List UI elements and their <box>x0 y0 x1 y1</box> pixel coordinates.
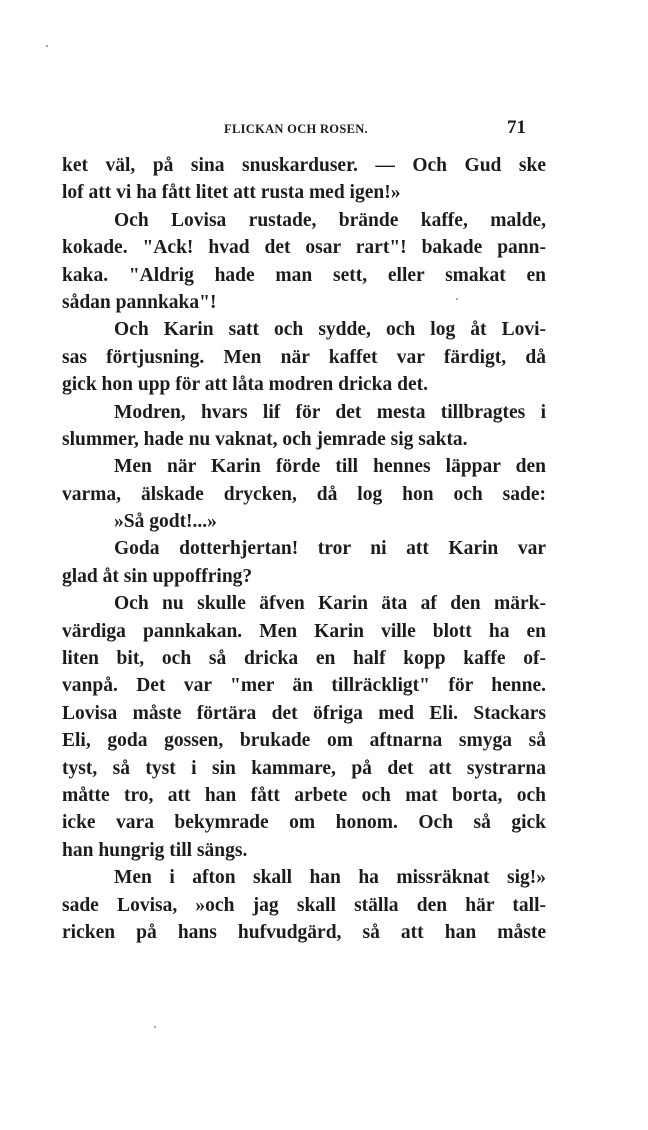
text-line: ricken på hans hufvudgärd, så att han måste <box>62 921 546 943</box>
text-line: vanpå. Det var "mer än tillräckligt" för henne. <box>62 675 546 697</box>
text-line: tyst, så tyst i sin kammare, på det att systrarna <box>62 757 546 779</box>
body-text <box>62 152 546 946</box>
page-number: 71 <box>507 117 526 138</box>
text-line: Och Lovisa rustade, brände kaffe, malde, <box>114 209 546 231</box>
text-line: Lovisa måste förtära det öfriga med Eli. Stackars <box>62 702 546 724</box>
text-line: »Så godt!...» <box>114 511 217 533</box>
text-line: värdiga pannkakan. Men Karin ville blott ha en <box>62 620 546 642</box>
text-line: gick hon upp för att låta modren dricka det. <box>62 374 429 396</box>
text-line: Modren, hvars lif för det mesta tillbragtes i <box>114 401 546 423</box>
text-line: sas förtjusning. Men när kaffet var färdigt, då <box>62 346 546 368</box>
text-line: icke vara bekymrade om honom. Och så gick <box>62 812 546 834</box>
text-line: Men i afton skall han ha missräknat sig!» <box>114 867 546 889</box>
text-line: kokade. "Ack! hvad det osar rart"! bakade pann- <box>62 237 546 259</box>
paper-speck <box>456 298 458 300</box>
page-header <box>62 118 530 142</box>
paper-speck <box>46 45 48 47</box>
text-line: måtte tro, att han fått arbete och mat borta, och <box>62 784 546 806</box>
text-line: slummer, hade nu vaknat, och jemrade sig sakta. <box>62 428 468 450</box>
text-line: Eli, goda gossen, brukade om aftnarna smyga så <box>62 730 546 752</box>
text-line: lof att vi ha fått litet att rusta med igen!» <box>62 182 401 204</box>
text-line: varma, älskade drycken, då log hon och sade: <box>62 483 546 505</box>
text-line: Men när Karin förde till hennes läppar den <box>114 456 546 478</box>
paper-speck <box>154 1026 156 1028</box>
text-line: sade Lovisa, »och jag skall ställa den här tall- <box>62 894 546 916</box>
text-line: ket väl, på sina snuskarduser. — Och Gud ske <box>62 155 546 176</box>
text-line: kaka. "Aldrig hade man sett, eller smakat en <box>62 264 546 286</box>
running-head: FLICKAN OCH ROSEN. <box>224 122 368 136</box>
text-line: Goda dotterhjertan! tror ni att Karin var <box>114 538 546 560</box>
text-line: sådan pannkaka"! <box>62 291 217 313</box>
text-line: Och nu skulle äfven Karin äta af den märk- <box>114 593 546 615</box>
text-line: glad åt sin uppoffring? <box>62 565 253 587</box>
text-line: Och Karin satt och sydde, och log åt Lovi- <box>114 319 546 341</box>
text-line: han hungrig till sängs. <box>62 839 248 861</box>
text-line: liten bit, och så dricka en half kopp kaffe of- <box>62 648 546 670</box>
